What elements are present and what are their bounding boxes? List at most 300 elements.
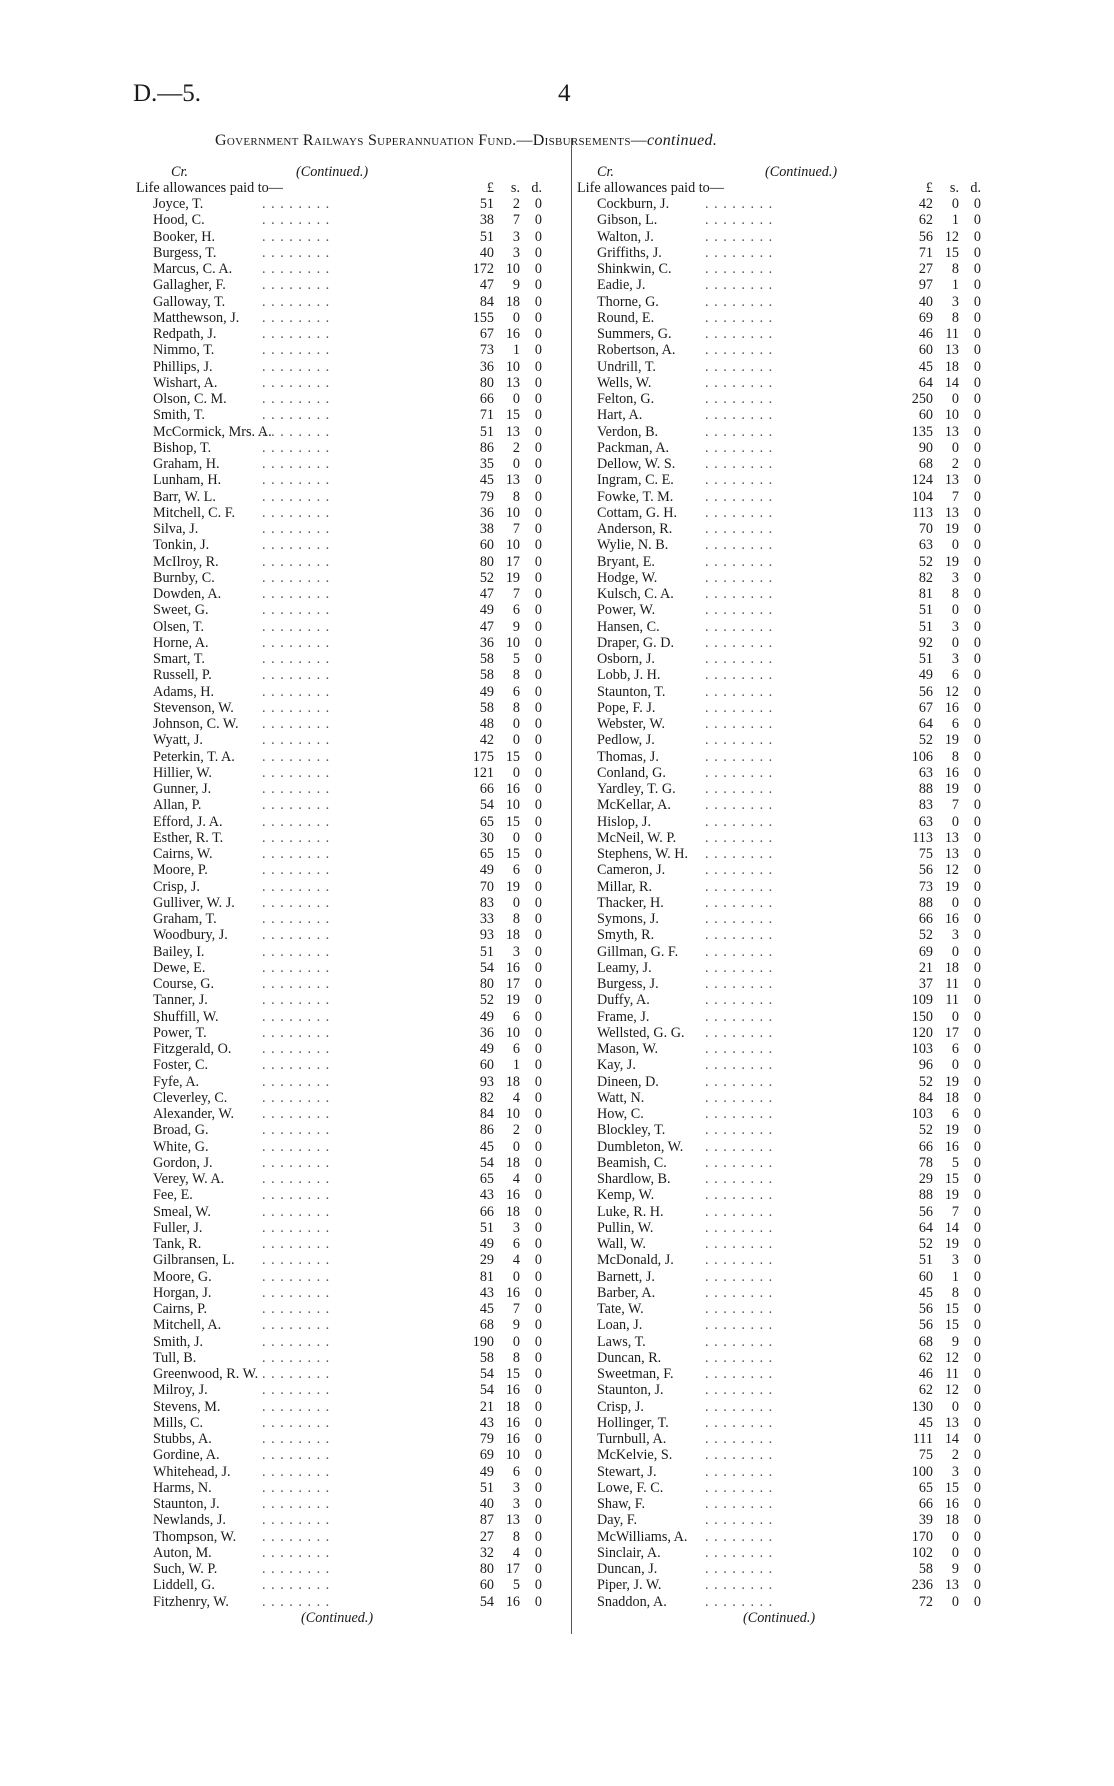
amount-shillings: 4 (512, 1089, 520, 1106)
amount (893, 1350, 981, 1366)
amount-pence: 0 (534, 374, 542, 391)
amount-shillings: 0 (512, 732, 520, 749)
payee-name: Summers, G. (597, 326, 672, 342)
amount (893, 586, 981, 602)
table-row (577, 602, 1005, 618)
table-row (136, 976, 571, 992)
payee-name: Bailey, I. (153, 943, 205, 960)
amount-pounds: 52 (479, 569, 494, 586)
payee-name: White, G. (153, 1138, 209, 1155)
leader-dots: . . . . . . . . (705, 1463, 774, 1480)
amount-pence: 0 (534, 846, 542, 862)
table-row (136, 781, 571, 797)
leader-dots: . . . . . . . . (705, 878, 774, 895)
amount-pounds: 84 (479, 1106, 494, 1122)
table-row (577, 619, 1005, 635)
amount-pence: 0 (973, 927, 981, 944)
payee-name: Matthewson, J. (153, 309, 240, 326)
amount (454, 700, 542, 716)
table-row (136, 716, 571, 732)
amount (454, 1171, 542, 1187)
payee-name: Mitchell, A. (153, 1317, 222, 1334)
amount-pence: 0 (973, 521, 981, 537)
leader-dots: . . . . . . . . (262, 781, 331, 797)
payee-name: Packman, A. (597, 439, 670, 456)
amount-shillings: 7 (512, 521, 520, 537)
amount-shillings: 18 (944, 358, 959, 375)
payee-name: Tate, W. (597, 1301, 644, 1317)
amount-pence: 0 (534, 602, 542, 619)
leader-dots: . . . . . . . . (262, 748, 331, 765)
leader-dots: . . . . . . . . (262, 878, 331, 895)
amount-pounds: 106 (911, 748, 933, 765)
amount-pounds: 92 (918, 634, 933, 651)
amount (454, 1074, 542, 1090)
amount-pence: 0 (973, 1496, 981, 1512)
payee-name: Sweet, G. (153, 602, 209, 619)
leader-dots: . . . . . . . . (262, 521, 331, 537)
page-title (215, 132, 717, 150)
leader-dots: . . . . . . . . (262, 959, 331, 976)
amount-shillings: 2 (512, 196, 520, 212)
amount-shillings: 0 (512, 456, 520, 472)
payee-name: Adams, H. (153, 683, 215, 700)
leader-dots: . . . . . . . . (262, 1268, 331, 1285)
amount (454, 1431, 542, 1447)
table-row (577, 781, 1005, 797)
amount-pounds: 80 (479, 553, 494, 570)
leader-dots: . . . . . . . . (262, 1073, 331, 1090)
leader-dots: . . . . . . . . (705, 927, 774, 944)
column-divider (571, 138, 572, 1634)
amount-pence: 0 (534, 878, 542, 895)
payee-name: Gallagher, F. (153, 277, 226, 294)
table-row (577, 684, 1005, 700)
leader-dots: . . . . . . . . (262, 1122, 331, 1139)
leader-dots: . . . . . . . . (705, 1398, 774, 1415)
leader-dots: . . . . . . . . (262, 1447, 331, 1464)
leader-dots: . . . . . . . . (705, 504, 774, 521)
amount (893, 911, 981, 927)
leader-dots: . . . . . . . . (262, 1138, 331, 1155)
payee-name: Eadie, J. (597, 277, 646, 294)
leader-dots: . . . . . . . . (262, 846, 331, 862)
amount (893, 992, 981, 1008)
amount-pounds: 113 (912, 504, 933, 521)
table-row (136, 667, 571, 683)
amount (893, 310, 981, 326)
payee-name: Newlands, J. (153, 1512, 226, 1529)
amount-pence: 0 (973, 1008, 981, 1025)
amount-pence: 0 (973, 1154, 981, 1171)
table-row (577, 1269, 1005, 1285)
amount-shillings: 19 (944, 781, 959, 797)
amount-pounds: 80 (479, 1561, 494, 1577)
amount (893, 927, 981, 943)
leader-dots: . . . . . . . . (705, 699, 774, 716)
table-row (136, 1545, 571, 1561)
amount-pounds: 66 (479, 1203, 494, 1220)
amount-pence: 0 (973, 1349, 981, 1366)
amount-shillings: 10 (505, 261, 520, 277)
table-row (136, 814, 571, 830)
table-row (136, 1074, 571, 1090)
table-row (577, 1512, 1005, 1528)
amount-pence: 0 (534, 488, 542, 505)
payee-name: Tull, B. (153, 1349, 197, 1366)
amount-shillings: 13 (944, 829, 959, 846)
amount-pounds: 21 (479, 1398, 494, 1415)
amount-pounds: 68 (918, 1333, 933, 1350)
table-row (577, 1155, 1005, 1171)
leader-dots: . . . . . . . . (705, 1187, 774, 1204)
leader-dots: . . . . . . . . (262, 602, 331, 619)
table-row (136, 1561, 571, 1577)
table-row (577, 1236, 1005, 1252)
table-row (136, 489, 571, 505)
leader-dots: . . . . . . . . (705, 797, 774, 814)
table-row (136, 359, 571, 375)
payee-name: McKellar, A. (597, 797, 671, 814)
leader-dots: . . . . . . . . (262, 1593, 331, 1610)
amount-pence: 0 (534, 1333, 542, 1350)
amount-shillings: 19 (944, 1073, 959, 1090)
table-row (136, 635, 571, 651)
amount-shillings: 3 (951, 569, 959, 586)
amount-pounds: 103 (911, 1106, 933, 1122)
payee-name: Blockley, T. (597, 1122, 666, 1139)
amount-shillings: 7 (951, 797, 959, 814)
payee-name: Cairns, P. (153, 1301, 207, 1317)
amount (454, 1399, 542, 1415)
amount-shillings: 13 (944, 1414, 959, 1431)
table-row (136, 342, 571, 358)
continued-label: (Continued.) (296, 164, 369, 180)
amount-pence: 0 (973, 976, 981, 992)
amount (893, 440, 981, 456)
amount-pence: 0 (534, 634, 542, 651)
amount (454, 586, 542, 602)
amount-pence: 0 (534, 911, 542, 927)
payee-name: Duncan, R. (597, 1349, 662, 1366)
payee-name: Russell, P. (153, 667, 212, 684)
payee-name: Shardlow, B. (597, 1171, 671, 1187)
amount-pence: 0 (534, 569, 542, 586)
table-row (136, 554, 571, 570)
amount-pence: 0 (534, 521, 542, 537)
payee-name: Auton, M. (153, 1544, 212, 1561)
amount-shillings: 16 (505, 1414, 520, 1431)
amount (454, 1415, 542, 1431)
amount-shillings: 6 (512, 1463, 520, 1480)
amount-pence: 0 (973, 456, 981, 472)
table-row (136, 570, 571, 586)
amount (893, 846, 981, 862)
amount-pounds: 104 (911, 488, 933, 505)
table-row (577, 245, 1005, 261)
table-row (577, 586, 1005, 602)
amount-pounds: 109 (911, 992, 933, 1009)
payee-name: Fee, E. (153, 1187, 193, 1204)
amount-pounds: 150 (911, 1008, 933, 1025)
amount-pence: 0 (973, 1236, 981, 1252)
amount-pence: 0 (973, 586, 981, 602)
amount-shillings: 8 (512, 488, 520, 505)
amount-shillings: 0 (951, 634, 959, 651)
amount (893, 472, 981, 488)
amount-shillings: 7 (951, 1203, 959, 1220)
leader-dots: . . . . . . . . (262, 504, 331, 521)
amount (454, 1512, 542, 1528)
payee-name: Kemp, W. (597, 1187, 655, 1204)
amount-pounds: 52 (918, 553, 933, 570)
amount-pence: 0 (973, 374, 981, 391)
amount-pence: 0 (973, 813, 981, 830)
amount-shillings: 1 (512, 1057, 520, 1074)
table-row (577, 732, 1005, 748)
amount (893, 976, 981, 992)
amount-pence: 0 (973, 407, 981, 424)
leader-dots: . . . . . . . . (705, 976, 774, 992)
amount-shillings: 11 (945, 326, 959, 342)
leader-dots: . . . . . . . . (262, 1236, 331, 1252)
shillings-header: s. (949, 180, 959, 196)
amount-shillings: 19 (944, 553, 959, 570)
amount-shillings: 12 (944, 1382, 959, 1399)
leader-dots: . . . . . . . . (705, 667, 774, 684)
amount-shillings: 12 (944, 862, 959, 879)
table-row (136, 732, 571, 748)
amount-pounds: 51 (918, 1252, 933, 1269)
amount (893, 1480, 981, 1496)
table-row (577, 570, 1005, 586)
amount-shillings: 12 (944, 683, 959, 700)
amount-pence: 0 (973, 797, 981, 814)
amount-shillings: 14 (944, 374, 959, 391)
amount-pence: 0 (973, 699, 981, 716)
amount-pence: 0 (973, 1366, 981, 1382)
amount (454, 229, 542, 245)
leader-dots: . . . . . . . . (262, 618, 331, 635)
table-row (577, 1529, 1005, 1545)
payee-name: Staunton, J. (153, 1496, 220, 1512)
table-row (136, 797, 571, 813)
leader-dots: . . . . . . . . (262, 992, 331, 1009)
leader-dots: . . . . . . . . (262, 1317, 331, 1334)
amount-pence: 0 (973, 1447, 981, 1464)
amount-pence: 0 (973, 277, 981, 294)
amount-pence: 0 (973, 1398, 981, 1415)
leader-dots: . . . . . . . . (262, 553, 331, 570)
amount (454, 976, 542, 992)
amount-pence: 0 (534, 1154, 542, 1171)
amount-shillings: 12 (944, 1349, 959, 1366)
leader-dots: . . . . . . . . (262, 1219, 331, 1236)
leader-dots: . . . . . . . . (705, 651, 774, 667)
table-row (577, 1220, 1005, 1236)
amount-shillings: 15 (505, 1366, 520, 1382)
payee-name: Hood, C. (153, 212, 205, 229)
leader-dots: . . . . . . . . (262, 212, 331, 229)
payee-name: Moore, G. (153, 1268, 212, 1285)
payee-name: Shaw, F. (597, 1496, 645, 1512)
amount-pounds: 84 (479, 293, 494, 310)
amount (893, 1057, 981, 1073)
amount-pence: 0 (534, 1528, 542, 1545)
amount (454, 407, 542, 423)
table-row (577, 879, 1005, 895)
amount (893, 554, 981, 570)
amount-shillings: 0 (951, 1544, 959, 1561)
payee-name: Barnett, J. (597, 1268, 655, 1285)
amount (454, 602, 542, 618)
leader-dots: . . . . . . . . (705, 407, 774, 424)
amount-shillings: 13 (505, 1512, 520, 1529)
amount-pounds: 100 (911, 1463, 933, 1480)
amount (454, 196, 542, 212)
table-row (136, 326, 571, 342)
amount-pounds: 29 (918, 1171, 933, 1187)
payee-name: Allan, P. (153, 797, 202, 814)
amount-pence: 0 (973, 1041, 981, 1057)
leader-dots: . . . . . . . . (705, 1154, 774, 1171)
amount-shillings: 11 (945, 992, 959, 1009)
payee-name: Graham, T. (153, 911, 217, 927)
table-row (136, 765, 571, 781)
payee-name: Day, F. (597, 1512, 638, 1529)
payee-name: Pope, F. J. (597, 699, 656, 716)
payee-name: Staunton, T. (597, 683, 666, 700)
amount-shillings: 6 (951, 667, 959, 684)
payee-name: Shuffill, W. (153, 1008, 219, 1025)
amount-pounds: 67 (479, 326, 494, 342)
amount (893, 489, 981, 505)
table-row (136, 1399, 571, 1415)
amount (893, 521, 981, 537)
leader-dots: . . . . . . . . (262, 1512, 331, 1529)
amount-pence: 0 (973, 634, 981, 651)
leader-dots: . . . . . . . . (262, 1382, 331, 1399)
leader-dots: . . . . . . . . (705, 309, 774, 326)
amount-shillings: 0 (951, 196, 959, 212)
amount-shillings: 3 (512, 943, 520, 960)
amount-pounds: 45 (479, 1301, 494, 1317)
table-row (577, 911, 1005, 927)
amount (454, 537, 542, 553)
payee-name: Conland, G. (597, 764, 666, 781)
payee-name: Dineen, D. (597, 1073, 659, 1090)
amount-shillings: 8 (951, 586, 959, 602)
payee-name: Liddell, G. (153, 1577, 215, 1594)
amount-pence: 0 (534, 1203, 542, 1220)
amount (454, 1594, 542, 1610)
amount-pence: 0 (973, 244, 981, 261)
amount-shillings: 14 (944, 1431, 959, 1447)
payee-name: Barber, A. (597, 1284, 656, 1301)
table-row (136, 1447, 571, 1463)
amount-shillings: 0 (512, 309, 520, 326)
amount-pounds: 64 (918, 1219, 933, 1236)
amount-shillings: 3 (512, 228, 520, 245)
table-row (136, 1187, 571, 1203)
amount-pounds: 90 (918, 439, 933, 456)
leader-dots: . . . . . . . . (262, 797, 331, 814)
amount-shillings: 1 (951, 1268, 959, 1285)
amount-pounds: 51 (479, 228, 494, 245)
table-row (136, 261, 571, 277)
amount (893, 749, 981, 765)
amount-pounds: 88 (918, 894, 933, 911)
leader-dots: . . . . . . . . (262, 586, 331, 602)
leader-dots: . . . . . . . . (262, 244, 331, 261)
payee-name: Esther, R. T. (153, 829, 224, 846)
amount-pence: 0 (534, 407, 542, 424)
amount-shillings: 2 (951, 456, 959, 472)
amount-shillings: 0 (951, 439, 959, 456)
leader-dots: . . . . . . . . (262, 699, 331, 716)
leader-dots: . . . . . . . . (705, 813, 774, 830)
table-row (577, 1122, 1005, 1138)
amount (454, 1382, 542, 1398)
amount-pounds: 21 (918, 959, 933, 976)
table-row (136, 537, 571, 553)
table-row (577, 505, 1005, 521)
amount (454, 635, 542, 651)
amount (454, 391, 542, 407)
amount (454, 261, 542, 277)
amount-pence: 0 (534, 1219, 542, 1236)
amount-pence: 0 (973, 212, 981, 229)
table-row (577, 1464, 1005, 1480)
amount-pounds: 60 (918, 407, 933, 424)
amount-shillings: 10 (505, 537, 520, 554)
amount (893, 1009, 981, 1025)
leader-dots: . . . . . . . . (262, 407, 331, 424)
table-row (136, 651, 571, 667)
amount-pounds: 62 (918, 1382, 933, 1399)
amount (893, 1187, 981, 1203)
amount (893, 830, 981, 846)
leader-dots: . . . . . . . . (705, 1333, 774, 1350)
amount (893, 261, 981, 277)
amount (454, 1366, 542, 1382)
amount-pounds: 113 (912, 829, 933, 846)
payee-name: Dowden, A. (153, 586, 222, 602)
amount-shillings: 6 (512, 1041, 520, 1057)
amount-shillings: 19 (944, 1236, 959, 1252)
amount-pounds: 42 (918, 196, 933, 212)
payee-name: Felton, G. (597, 391, 655, 407)
amount-pence: 0 (973, 261, 981, 277)
leader-dots: . . . . . . . . (705, 1577, 774, 1594)
amount (893, 294, 981, 310)
amount (893, 1285, 981, 1301)
amount-shillings: 7 (512, 586, 520, 602)
amount-shillings: 6 (512, 683, 520, 700)
amount-shillings: 15 (944, 1317, 959, 1334)
amount-pounds: 51 (479, 196, 494, 212)
amount-pence: 0 (973, 1024, 981, 1041)
amount-shillings: 3 (951, 651, 959, 667)
amount-shillings: 10 (505, 1024, 520, 1041)
subheading-label: Life allowances paid to— (577, 180, 724, 196)
amount-pence: 0 (534, 1236, 542, 1252)
amount-pence: 0 (534, 781, 542, 797)
table-row (577, 1204, 1005, 1220)
leader-dots: . . . . . . . . (262, 1414, 331, 1431)
amount (893, 407, 981, 423)
amount-pounds: 82 (918, 569, 933, 586)
